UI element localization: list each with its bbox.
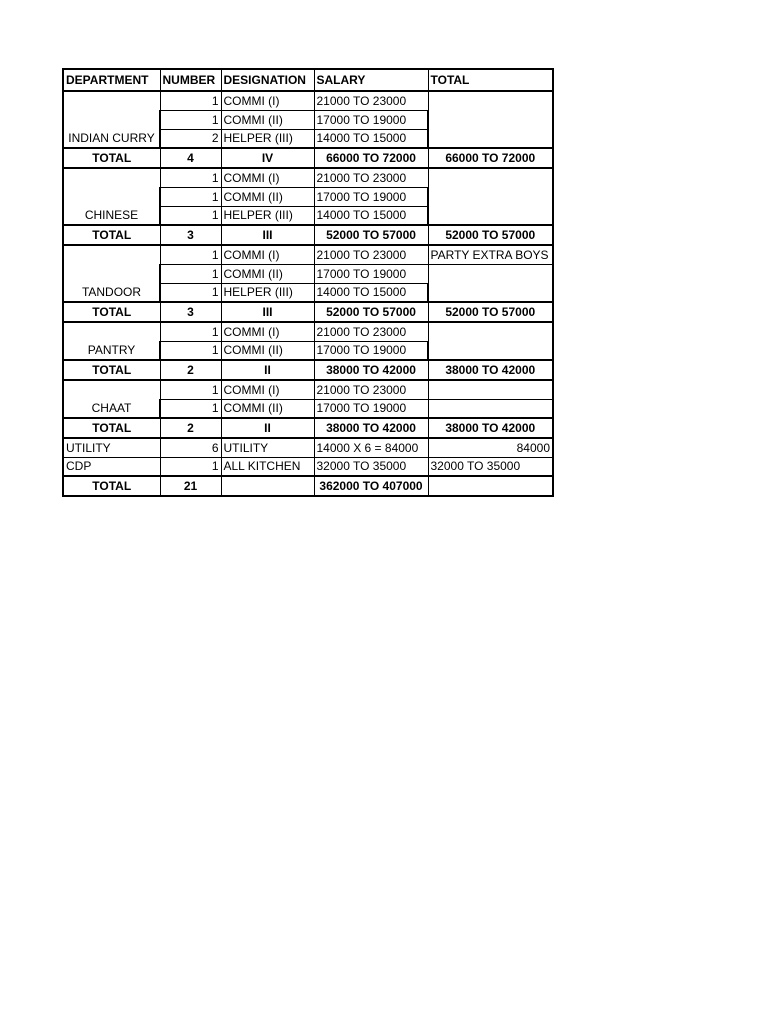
number-cell[interactable]: 1	[160, 91, 221, 110]
number-cell[interactable]: 1	[160, 206, 221, 225]
number-cell[interactable]: 6	[160, 438, 221, 457]
designation-cell[interactable]: COMMI (II)	[221, 187, 314, 206]
subtotal-total[interactable]: 38000 TO 42000	[428, 360, 553, 380]
subtotal-number[interactable]: 2	[160, 418, 221, 438]
designation-cell[interactable]: COMMI (I)	[221, 245, 314, 264]
designation-cell[interactable]: ALL KITCHEN	[221, 457, 314, 476]
salary-cell[interactable]: 17000 TO 19000	[314, 399, 428, 418]
total-cell[interactable]	[428, 322, 553, 360]
grand-total-number[interactable]: 21	[160, 476, 221, 496]
number-cell[interactable]: 2	[160, 129, 221, 148]
salary-cell[interactable]: 17000 TO 19000	[314, 341, 428, 360]
subtotal-designation[interactable]: III	[221, 225, 314, 245]
grand-total-designation[interactable]	[221, 476, 314, 496]
department-tandoor[interactable]: TANDOOR	[63, 245, 160, 302]
number-cell[interactable]: 1	[160, 322, 221, 341]
subtotal-salary[interactable]: 38000 TO 42000	[314, 418, 428, 438]
total-cell[interactable]: 32000 TO 35000	[428, 457, 553, 476]
number-cell[interactable]: 1	[160, 283, 221, 302]
header-row	[63, 69, 553, 91]
subtotal-row-tandoor	[63, 302, 553, 322]
number-cell[interactable]: 1	[160, 457, 221, 476]
subtotal-designation[interactable]: III	[221, 302, 314, 322]
cdp-row	[63, 457, 553, 476]
header-department[interactable]: DEPARTMENT	[63, 69, 160, 91]
header-total[interactable]: TOTAL	[428, 69, 553, 91]
header-salary[interactable]: SALARY	[314, 69, 428, 91]
subtotal-total[interactable]: 38000 TO 42000	[428, 418, 553, 438]
salary-table	[62, 68, 554, 497]
subtotal-label[interactable]: TOTAL	[63, 302, 160, 322]
department-utility[interactable]: UTILITY	[63, 438, 160, 457]
table-row	[63, 380, 553, 399]
subtotal-total[interactable]: 52000 TO 57000	[428, 302, 553, 322]
grand-total-salary[interactable]: 362000 TO 407000	[314, 476, 428, 496]
total-cell[interactable]	[428, 399, 553, 418]
total-cell[interactable]	[428, 91, 553, 148]
salary-cell[interactable]: 14000 TO 15000	[314, 129, 428, 148]
header-number[interactable]: NUMBER	[160, 69, 221, 91]
designation-cell[interactable]: UTILITY	[221, 438, 314, 457]
total-cell[interactable]	[428, 380, 553, 399]
department-indian-curry[interactable]: INDIAN CURRY	[63, 91, 160, 148]
grand-total-row	[63, 476, 553, 496]
subtotal-number[interactable]: 2	[160, 360, 221, 380]
subtotal-label[interactable]: TOTAL	[63, 148, 160, 168]
total-cell[interactable]	[428, 264, 553, 302]
designation-cell[interactable]: COMMI (I)	[221, 322, 314, 341]
salary-cell[interactable]: 21000 TO 23000	[314, 245, 428, 264]
number-cell[interactable]: 1	[160, 110, 221, 129]
department-cdp[interactable]: CDP	[63, 457, 160, 476]
designation-cell[interactable]: HELPER (III)	[221, 206, 314, 225]
number-cell[interactable]: 1	[160, 245, 221, 264]
salary-cell[interactable]: 14000 X 6 = 84000	[314, 438, 428, 457]
department-chaat[interactable]: CHAAT	[63, 380, 160, 418]
subtotal-salary[interactable]: 52000 TO 57000	[314, 225, 428, 245]
subtotal-designation[interactable]: II	[221, 418, 314, 438]
designation-cell[interactable]: HELPER (III)	[221, 129, 314, 148]
subtotal-row-pantry	[63, 360, 553, 380]
header-designation[interactable]: DESIGNATION	[221, 69, 314, 91]
department-pantry[interactable]: PANTRY	[63, 322, 160, 360]
salary-cell[interactable]: 14000 TO 15000	[314, 206, 428, 225]
designation-cell[interactable]: HELPER (III)	[221, 283, 314, 302]
number-cell[interactable]: 1	[160, 168, 221, 187]
subtotal-row-chaat	[63, 418, 553, 438]
number-cell[interactable]: 1	[160, 380, 221, 399]
salary-cell[interactable]: 21000 TO 23000	[314, 168, 428, 187]
subtotal-salary[interactable]: 38000 TO 42000	[314, 360, 428, 380]
table-row	[63, 168, 553, 187]
salary-cell[interactable]: 17000 TO 19000	[314, 264, 428, 283]
salary-cell[interactable]: 17000 TO 19000	[314, 187, 428, 206]
salary-cell[interactable]: 14000 TO 15000	[314, 283, 428, 302]
subtotal-designation[interactable]: II	[221, 360, 314, 380]
salary-cell[interactable]: 21000 TO 23000	[314, 91, 428, 110]
table-row	[63, 322, 553, 341]
department-chinese[interactable]: CHINESE	[63, 168, 160, 225]
subtotal-label[interactable]: TOTAL	[63, 225, 160, 245]
salary-cell[interactable]: 21000 TO 23000	[314, 322, 428, 341]
salary-cell[interactable]: 21000 TO 23000	[314, 380, 428, 399]
subtotal-salary[interactable]: 66000 TO 72000	[314, 148, 428, 168]
note-cell[interactable]: PARTY EXTRA BOYS	[428, 245, 553, 264]
subtotal-designation[interactable]: IV	[221, 148, 314, 168]
total-cell[interactable]	[428, 168, 553, 225]
utility-row	[63, 438, 553, 457]
designation-cell[interactable]: COMMI (I)	[221, 380, 314, 399]
table-row	[63, 245, 553, 264]
number-cell[interactable]: 1	[160, 264, 221, 283]
subtotal-number[interactable]: 3	[160, 302, 221, 322]
grand-total-total[interactable]	[428, 476, 553, 496]
salary-cell[interactable]: 17000 TO 19000	[314, 110, 428, 129]
table-row	[63, 91, 553, 110]
designation-cell[interactable]: COMMI (I)	[221, 168, 314, 187]
number-cell[interactable]: 1	[160, 187, 221, 206]
subtotal-salary[interactable]: 52000 TO 57000	[314, 302, 428, 322]
number-cell[interactable]: 1	[160, 399, 221, 418]
total-cell[interactable]: 84000	[428, 438, 553, 457]
subtotal-number[interactable]: 3	[160, 225, 221, 245]
subtotal-total[interactable]: 66000 TO 72000	[428, 148, 553, 168]
number-cell[interactable]: 1	[160, 341, 221, 360]
designation-cell[interactable]: COMMI (II)	[221, 341, 314, 360]
subtotal-total[interactable]: 52000 TO 57000	[428, 225, 553, 245]
designation-cell[interactable]: COMMI (II)	[221, 264, 314, 283]
subtotal-label[interactable]: TOTAL	[63, 360, 160, 380]
designation-cell[interactable]: COMMI (II)	[221, 110, 314, 129]
subtotal-row-chinese	[63, 225, 553, 245]
subtotal-number[interactable]: 4	[160, 148, 221, 168]
subtotal-row-indian-curry	[63, 148, 553, 168]
designation-cell[interactable]: COMMI (I)	[221, 91, 314, 110]
subtotal-label[interactable]: TOTAL	[63, 418, 160, 438]
salary-cell[interactable]: 32000 TO 35000	[314, 457, 428, 476]
grand-total-label[interactable]: TOTAL	[63, 476, 160, 496]
designation-cell[interactable]: COMMI (II)	[221, 399, 314, 418]
